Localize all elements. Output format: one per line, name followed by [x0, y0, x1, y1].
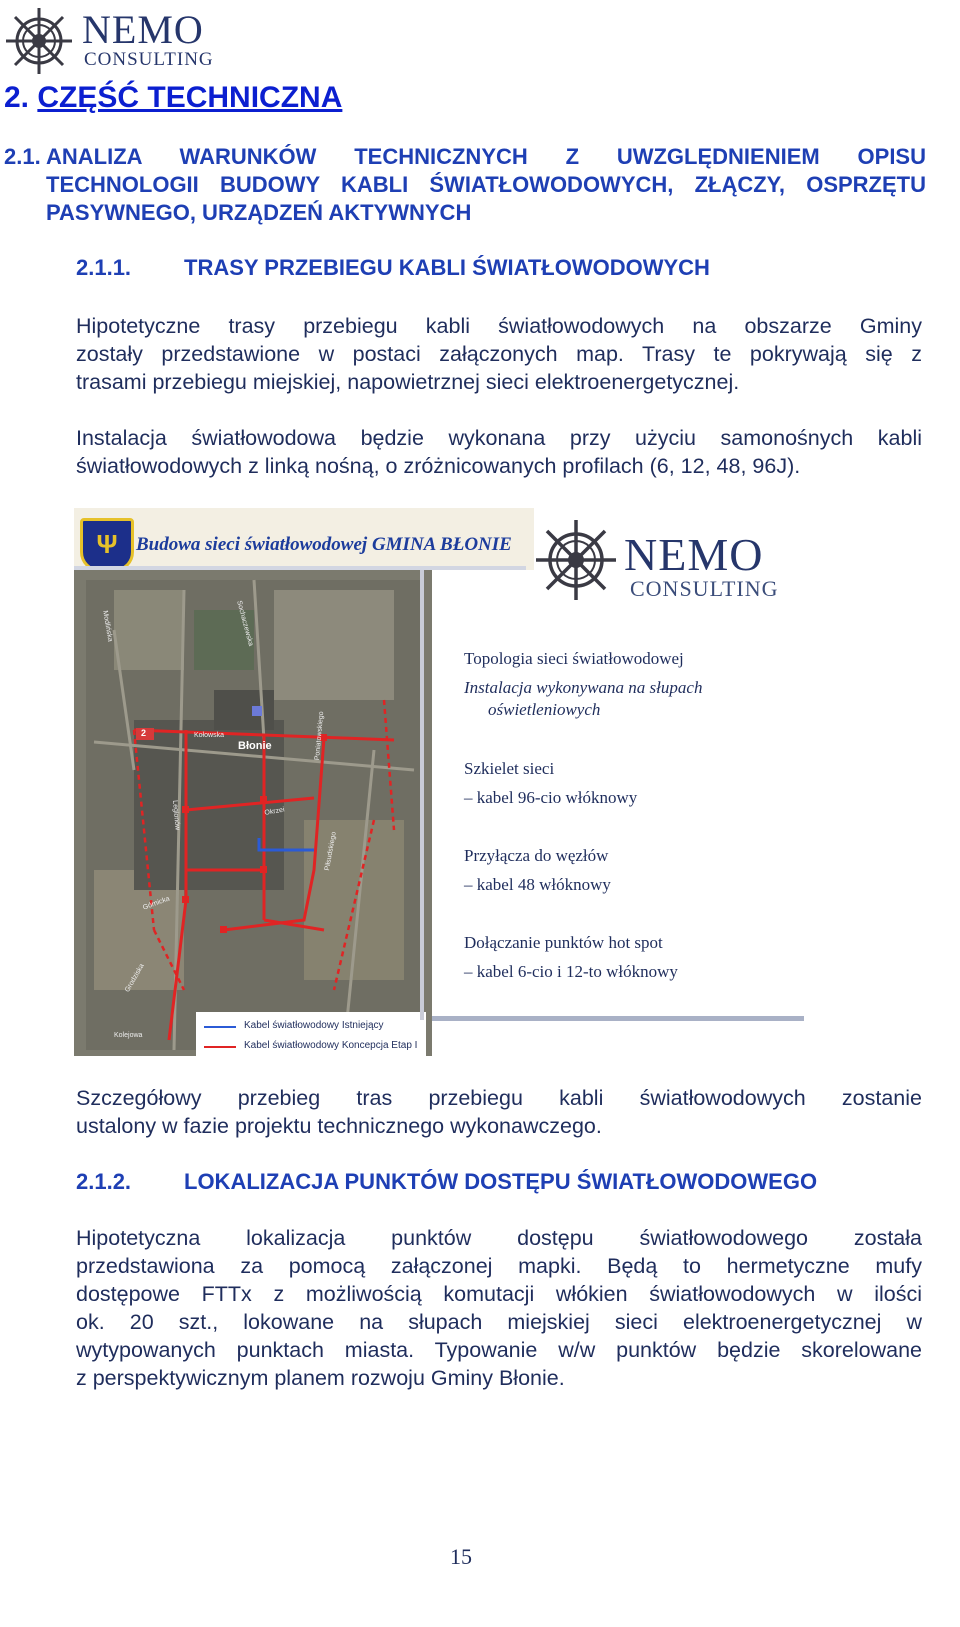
subsection-number: 2.1.: [4, 144, 41, 169]
figure-logo-subtitle: CONSULTING: [630, 576, 779, 601]
street-label: Poniatowskiego: [314, 711, 326, 761]
divider: [420, 570, 424, 1020]
street-label: Piłsudskiego: [324, 831, 338, 872]
figure-banner: [74, 508, 534, 570]
heading-2-1-1-number: 2.1.1.: [76, 255, 132, 280]
paragraph-line: zostały przedstawione w postaci załączonych map. Trasy te pokrywają się z: [76, 342, 922, 366]
ships-wheel-icon: [4, 6, 74, 76]
map-legend: [196, 1012, 426, 1056]
legend-label: Kabel światłowodowy Koncepcja Etap I: [244, 1040, 418, 1051]
street-label: Okrzei: [264, 806, 286, 817]
town-label: Błonie: [238, 740, 272, 752]
logo-subtitle: CONSULTING: [84, 49, 214, 70]
paragraph-line: Instalacja światłowodowa będzie wykonana przy użyciu samonośnych kabli: [76, 426, 922, 450]
road-number-label: 2: [141, 728, 147, 738]
ships-wheel-icon: [534, 518, 618, 602]
street-label: Kolejowa: [114, 1032, 143, 1039]
side-topology: Topologia sieci światłowodowej: [464, 649, 684, 668]
side-backbone: Szkielet sieci: [464, 759, 555, 778]
paragraph-line: dostępowe FTTx z możliwością komutacji włókien światłowodowych w ilości: [76, 1282, 922, 1306]
heading-2-1-2-title: LOKALIZACJA PUNKTÓW DOSTĘPU ŚWIATŁOWODOWEGO: [184, 1169, 818, 1194]
paragraph-access-points: [76, 1224, 922, 1392]
section-number: 2.: [4, 81, 30, 114]
paragraph-line: światłowodowych z linką nośną, o zróżnicowanych profilach (6, 12, 48, 96J).: [76, 454, 801, 478]
subsection-title: ANALIZA WARUNKÓW TECHNICZNYCH Z UWZGLĘDNIENIEM OPISU TECHNOLOGII BUDOWY KABLI ŚWIATŁOWODOWYCH, ZŁĄCZY, OSPRZĘTU PASYWNEGO, URZĄDZEŃ AKTYWNYCH: [46, 144, 926, 225]
side-links-cable: – kabel 48 włóknowy: [464, 875, 611, 894]
legend-label: Kabel światłowodowy Istniejący: [244, 1020, 384, 1031]
side-hotspot-cable: – kabel 6-cio i 12-to włóknowy: [464, 962, 678, 981]
figure-logo-name: NEMO: [624, 529, 764, 580]
gmina-crest-icon: Ψ: [80, 518, 134, 572]
section-heading: [4, 80, 342, 116]
satellite-map: [74, 570, 432, 1056]
network-map-figure: [74, 508, 814, 1056]
street-label: Grodziska: [124, 962, 146, 994]
paragraph-line: z perspektywicznym planem rozwoju Gminy Błonie.: [76, 1366, 565, 1390]
divider: [432, 1016, 804, 1021]
paragraph-line: Hipotetyczne trasy przebiegu kabli światłowodowych na obszarze Gminy: [76, 314, 922, 338]
paragraph-line: trasami przebiegu miejskiej, napowietrznej sieci elektroenergetycznej.: [76, 370, 740, 394]
side-links: Przyłącza do węzłów: [464, 846, 609, 865]
paragraph-line: ok. 20 szt., lokowane na słupach miejskiej sieci elektroenergetycznej w: [76, 1310, 922, 1334]
street-label: Górnicka: [142, 895, 171, 912]
figure-logo: [534, 518, 814, 608]
heading-2-1-2-number: 2.1.2.: [76, 1169, 132, 1194]
paragraph-installation: [76, 424, 922, 480]
figure-title: Budowa sieci światłowodowej GMINA BŁONIE: [136, 534, 512, 555]
paragraph-line: Szczegółowy przebieg tras przebiegu kabli światłowodowych zostanie: [76, 1086, 922, 1110]
heading-2-1-1-title: TRASY PRZEBIEGU KABLI ŚWIATŁOWODOWYCH: [184, 255, 710, 280]
side-installation-cont: oświetleniowych: [488, 700, 601, 719]
nemo-consulting-logo: [4, 6, 219, 76]
street-label: Sochaczewska: [235, 600, 255, 647]
page-number: 15: [450, 1544, 472, 1569]
paragraph-line: ustalony w fazie projektu technicznego wykonawczego.: [76, 1114, 602, 1138]
paragraph-details: [76, 1084, 922, 1140]
side-backbone-cable: – kabel 96-cio włóknowy: [464, 788, 638, 807]
legend-swatch-existing: [204, 1026, 236, 1028]
paragraph-routes: [76, 312, 922, 396]
street-label: Modlińska: [101, 610, 114, 643]
section-title: CZĘŚĆ TECHNICZNA: [37, 81, 343, 114]
paragraph-line: Hipotetyczna lokalizacja punktów dostępu światłowodowego została: [76, 1226, 922, 1250]
street-label: Legionów: [171, 800, 181, 831]
side-hotspot: Dołączanie punktów hot spot: [464, 933, 663, 952]
legend-swatch-stage1: [204, 1046, 236, 1048]
paragraph-line: przedstawiona za pomocą załączonej mapki. Będą to hermetyczne mufy: [76, 1254, 922, 1278]
logo-name: NEMO: [82, 7, 204, 52]
paragraph-line: wytypowanych punktach miasta. Typowanie w/w punktów będzie skorelowane: [76, 1338, 922, 1362]
side-installation: Instalacja wykonywana na słupach: [464, 678, 703, 697]
street-label: Kołowska: [194, 732, 224, 739]
